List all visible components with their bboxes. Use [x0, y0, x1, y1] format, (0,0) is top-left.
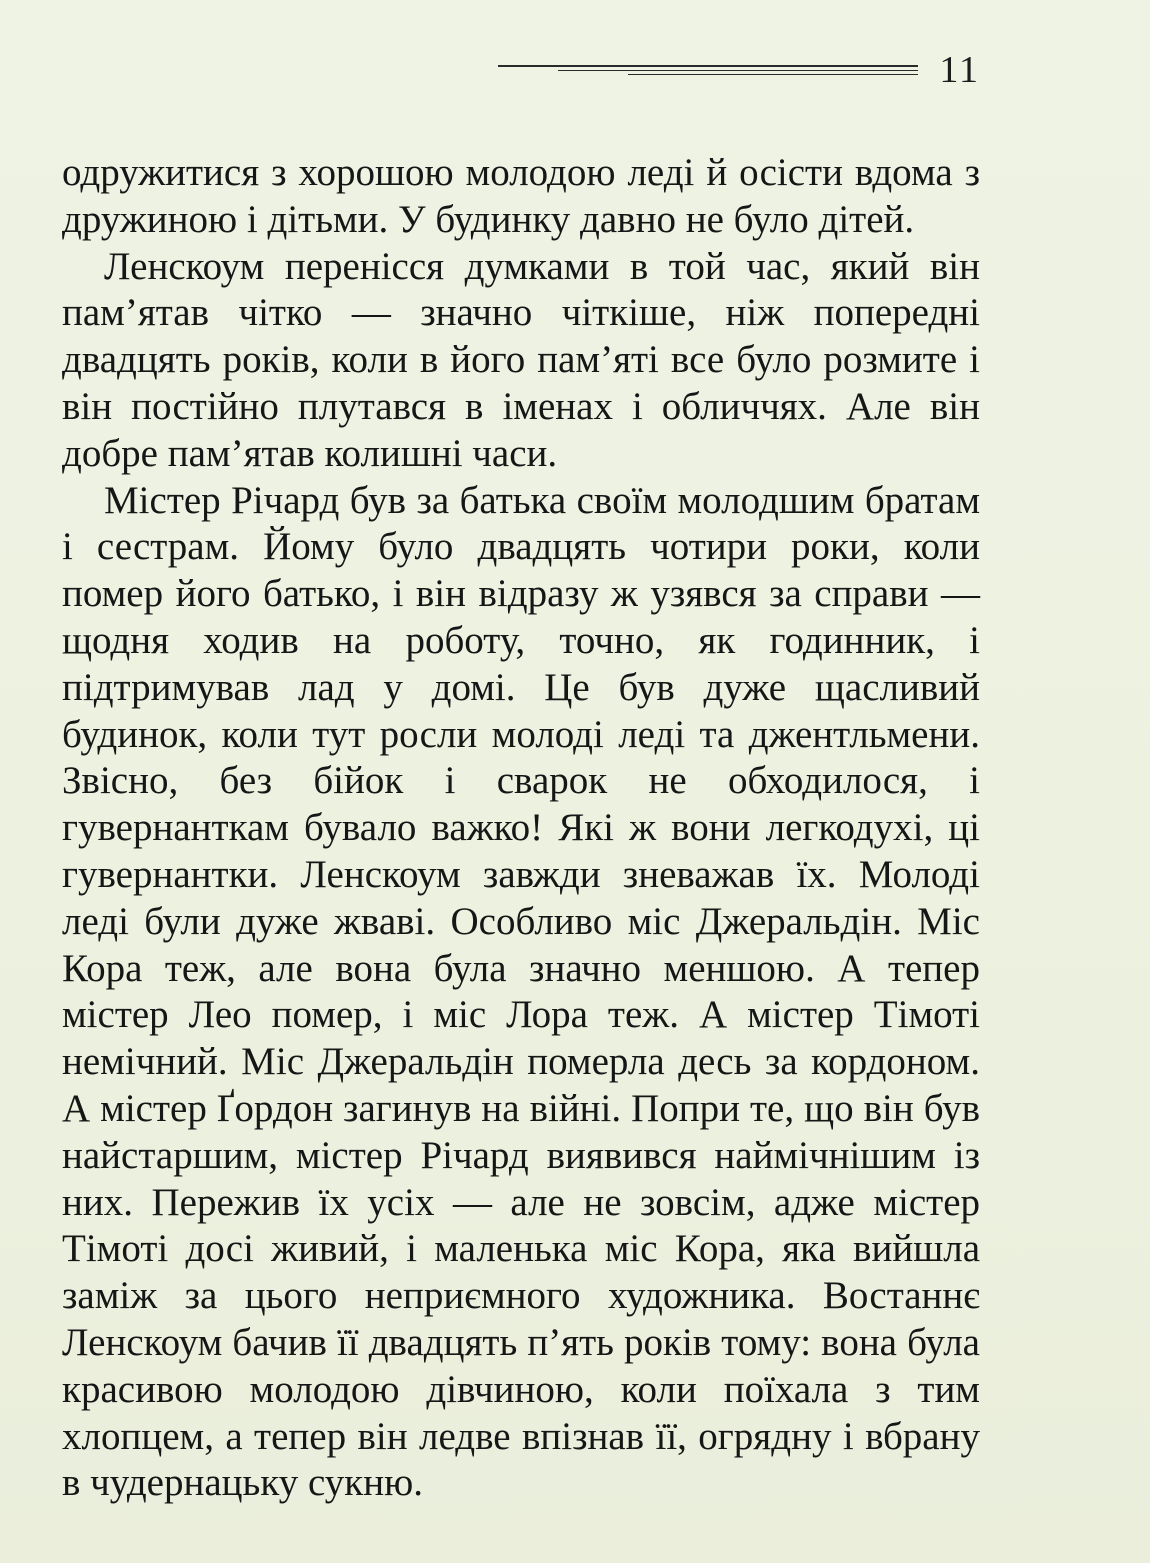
paragraph-continued: одружитися з хорошою молодою леді й осісти вдома з дружиною і дітьми. У будинку давно не було дітей.: [62, 151, 980, 241]
running-head: [498, 48, 980, 92]
header-rule-middle: [558, 70, 918, 71]
header-rule-bottom: [628, 74, 918, 75]
page-number: 11: [939, 49, 980, 91]
header-rule-top: [498, 65, 918, 67]
paragraph-lenscoum-memory: Ленскоум перенісся думками в той час, який він пам’ятав чітко — значно чіткіше, ніж попередні двадцять років, коли в його пам’яті все було розмите і він постійно плутався в іменах і обличчях. Але він добре пам’ятав колишні часи.: [62, 244, 980, 475]
body-text: [62, 150, 980, 1507]
paragraph-mister-richard: Містер Річард був за батька своїм молодшим братам і сестрам. Йому було двадцять чотири роки, коли помер його батько, і він відразу ж узявся за справи — щодня ходив на роботу, точно, як годинник, і підтримував лад у домі. Це був дуже щасливий будинок, коли тут росли молоді леді та джентльмени. Звісно, без бійок і сварок не обходилося, і гувернанткам бувало важко! Які ж вони легкодухі, ці гувернантки. Ленскоум завжди зневажав їх. Молоді леді були дуже жваві. Особливо міс Джеральдін. Міс Кора теж, але вона була значно меншою. А тепер містер Лео помер, і міс Лора теж. А містер Тімоті немічний. Міс Джеральдін померла десь за кордоном. А містер Ґордон загинув на війні. Попри те, що він був найстаршим, містер Річард виявився наймічнішим із них. Пережив їх усіх — але не зовсім, адже містер Тімоті досі живий, і маленька міс Кора, яка вийшла заміж за цього неприємного художника. Востаннє Ленскоум бачив її двадцять п’ять років тому: вона була красивою молодою дівчиною, коли поїхала з тим хлопцем, а тепер він ледве впізнав її, огрядну і вбрану в чудернацьку сукню.: [62, 478, 980, 1505]
